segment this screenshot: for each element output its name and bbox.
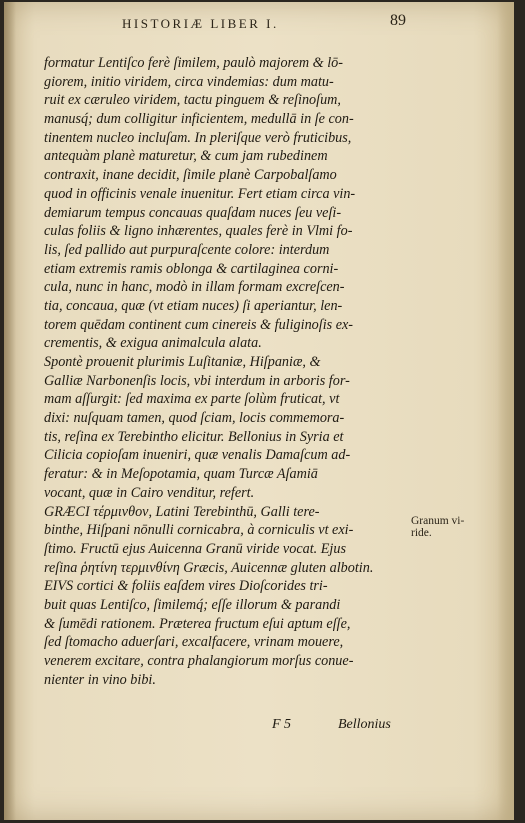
- page-number: 89: [390, 12, 406, 29]
- margin-note-line: Granum vi-: [411, 515, 465, 527]
- running-head: HISTORIÆ LIBER I.: [122, 16, 279, 31]
- text-line: binthe, Hiſpani nōnulli cornicabra, à corniculis vt exi-: [44, 522, 354, 539]
- text-line: quod in officinis venale inuenitur. Fert etiam circa vin-: [44, 185, 356, 202]
- text-line: GRÆCI τέρμινθον, Latini Terebinthū, Galli tere-: [44, 503, 320, 520]
- text-line: buit quas Lentiſco, ſimilemq́; eſſe illorum & parandi: [44, 596, 341, 613]
- text-line: etiam extremis ramis oblonga & cartilaginea corni-: [44, 260, 339, 277]
- body-text: [44, 54, 416, 689]
- text-line: tinentem nucleo incluſam. In pleriſque verò fruticibus,: [44, 129, 352, 146]
- text-line: ſtimo. Fructū ejus Auicenna Granū viride vocat. Ejus: [44, 540, 346, 557]
- text-line: cula, nunc in hanc, modò in illam formam excreſcen-: [44, 279, 345, 296]
- book-page: [4, 2, 514, 820]
- text-line: venerem excitare, contra phalangiorum morſus conue-: [44, 653, 354, 669]
- text-line: tis, reſina ex Terebintho elicitur. Bellonius in Syria et: [44, 428, 344, 445]
- text-line: ruit ex cæruleo viridem, tactu pinguem & reſinoſum,: [44, 92, 341, 109]
- text-line: manusq́; dum colligitur inficientem, medullā in ſe con-: [44, 111, 354, 128]
- page-footer: [4, 715, 514, 739]
- text-line: culas foliis & ligno inhærentes, quales ferè in Vlmi fo-: [44, 223, 353, 240]
- page-edge: [497, 2, 514, 820]
- text-line: torem quēdam continent cum cinereis & fuliginoſis ex-: [44, 316, 354, 333]
- text-line: Spontè prouenit plurimis Luſitaniæ, Hiſpaniæ, &: [44, 354, 321, 370]
- text-line: nienter in vino bibi.: [44, 671, 156, 688]
- text-line: mam aſſurgit: ſed maxima ex parte ſolùm fruticat, vt: [44, 391, 340, 408]
- text-line: & ſumēdi rationem. Præterea fructum eſui aptum eſſe,: [44, 615, 351, 632]
- text-line: dixi: nuſquam tamen, quod ſciam, locis commemora-: [44, 410, 345, 427]
- text-line: vocant, quæ in Cairo venditur, refert.: [44, 484, 255, 501]
- text-line: Galliæ Narbonenſis locis, vbi interdum in arboris for-: [44, 372, 350, 389]
- text-line: antequàm planè maturetur, & cum jam rubedinem: [44, 148, 328, 165]
- text-line: Cilicia copioſam inueniri, quæ venalis Damaſcum ad-: [44, 447, 351, 464]
- text-line: giorem, initio viridem, circa vindemias: dum matu-: [44, 73, 334, 90]
- text-line: ſed ſtomacho aduerſari, excalfacere, vrinam mouere,: [44, 634, 344, 651]
- text-line: reſina ῥητίνη τερμινθίνη Græcis, Auicennæ gluten albotin.: [44, 559, 374, 576]
- text-line: formatur Lentiſco ferè ſimilem, paulò majorem & lō-: [44, 55, 343, 71]
- signature-mark: F 5: [272, 717, 292, 732]
- text-line: contraxit, inane decidit, ſimile planè Carpobalſamo: [44, 167, 337, 184]
- margin-note: [411, 515, 464, 539]
- text-line: tia, concaua, quæ (vt etiam nuces) ſi aperiantur, len-: [44, 297, 343, 314]
- text-line: feratur: & in Meſopotamia, quam Turcæ Aſamiā: [44, 466, 318, 483]
- text-line: EIVS cortici & foliis eaſdem vires Dioſcorides tri-: [44, 578, 328, 595]
- text-line: crementis, & exigua animalcula alata.: [44, 335, 262, 352]
- margin-note-line: ride.: [411, 527, 432, 539]
- text-line: lis, ſed pallido aut purpuraſcente colore: interdum: [44, 241, 330, 258]
- page-header: [4, 12, 514, 36]
- text-line: demiarum tempus concauas quaſdam nuces ſeu veſi-: [44, 204, 342, 221]
- catchword: Bellonius: [338, 717, 391, 732]
- page-gutter: [4, 2, 16, 820]
